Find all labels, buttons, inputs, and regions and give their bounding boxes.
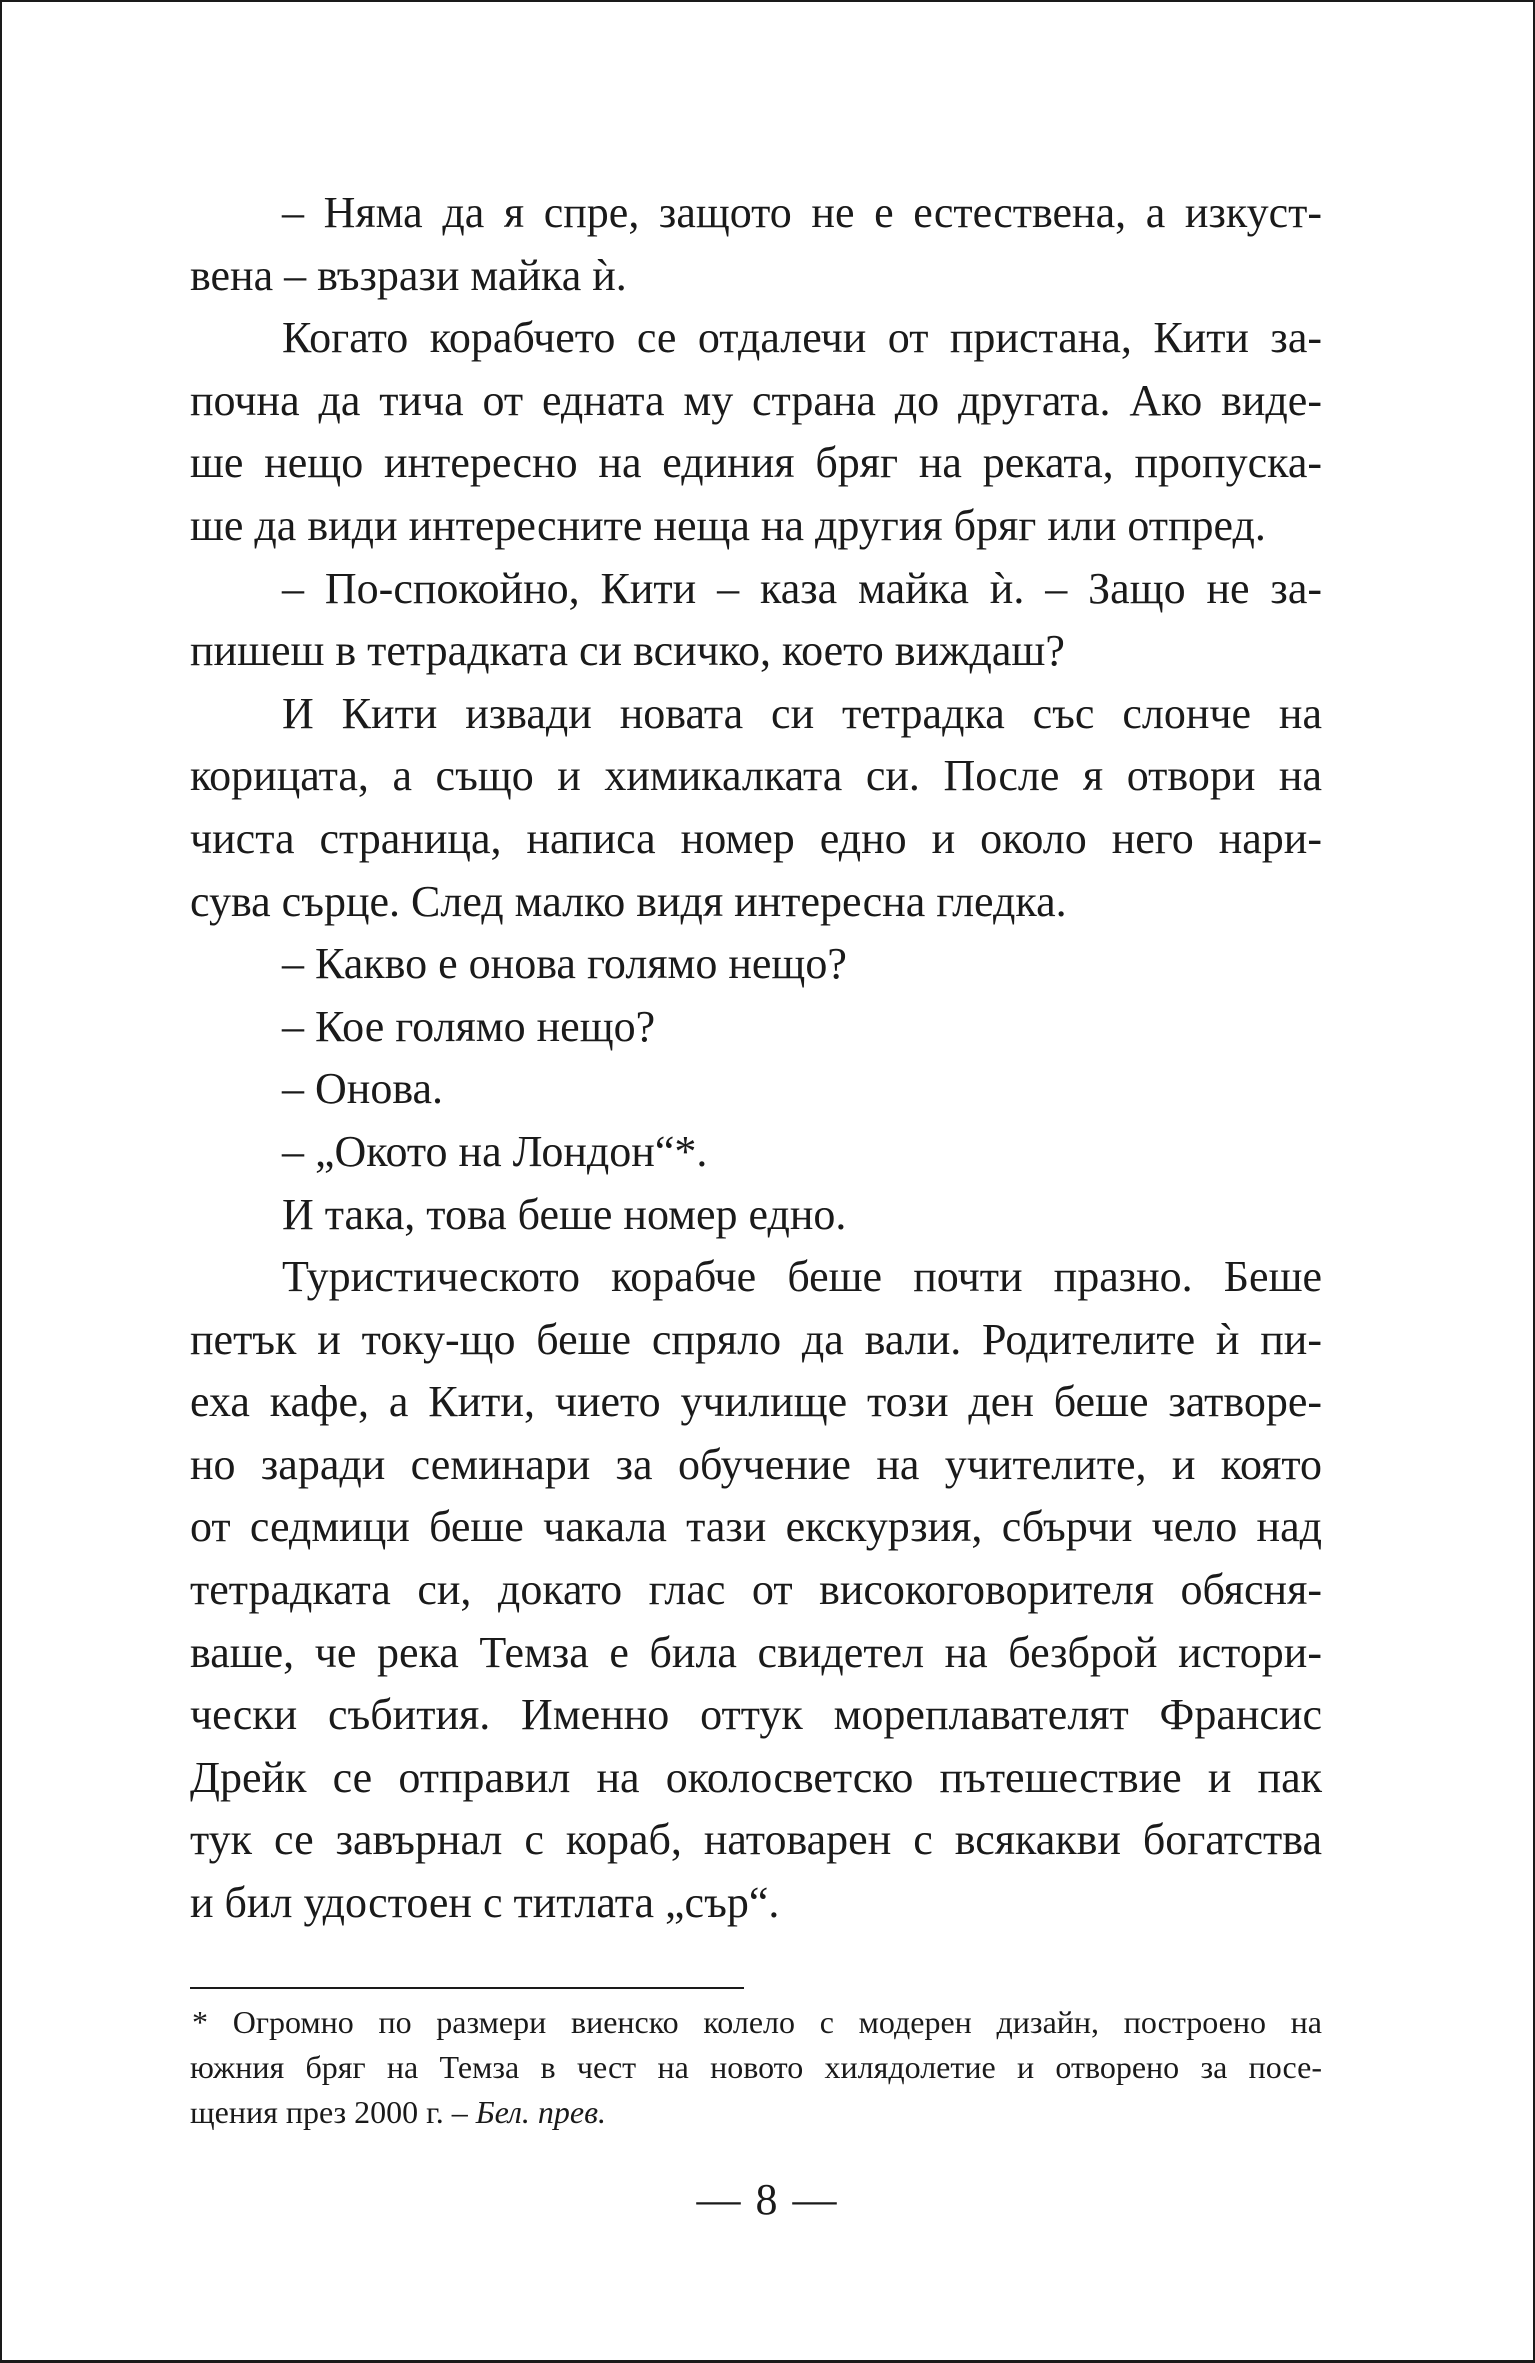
text-line: вена – възрази майка ѝ.	[190, 250, 627, 300]
text-line: и бил удостоен с титлата „сър“.	[190, 1878, 780, 1928]
text-line: – Кое голямо нещо?	[282, 1001, 656, 1051]
text-line: – Какво е онова голямо нещо?	[282, 939, 847, 989]
text-line: пишеш в тетрадката си всичко, което виждаш?	[190, 626, 1065, 676]
text-line: ше нещо интересно на единия бряг на реката, пропуска-	[190, 438, 1322, 488]
text-line: но заради семинари за обучение на учителите, и която	[190, 1439, 1322, 1489]
text-line: сува сърце. След малко видя интересна гледка.	[190, 876, 1067, 926]
text-line: Когато корабчето се отдалечи от пристана, Кити за-	[282, 313, 1322, 363]
text-line: – Онова.	[282, 1064, 444, 1114]
text-line: почна да тича от едната му страна до другата. Ако виде-	[190, 375, 1322, 425]
text-line: ше да види интересните неща на другия бряг или отпред.	[190, 500, 1266, 550]
text-line: – Няма да я спре, защото не е естествена, а изкуст-	[282, 188, 1322, 237]
text-line: – По-спокойно, Кити – каза майка ѝ. – Защо не за-	[282, 563, 1322, 613]
text-line: Туристическото корабче беше почти празно. Беше	[282, 1252, 1322, 1302]
translator-note: Бел. прев.	[475, 2094, 607, 2130]
page-number: — 8 —	[696, 2175, 839, 2224]
text-line: чиста страница, написа номер едно и около него нари-	[190, 813, 1322, 863]
body-text	[190, 182, 1322, 1935]
text-line: Дрейк се отправил на околосветско пътешествие и пак	[190, 1752, 1322, 1802]
text-line: тук се завърнал с кораб, натоварен с всякакви богатства	[190, 1815, 1322, 1865]
text-line: И така, това беше номер едно.	[282, 1189, 847, 1239]
text-line: еха кафе, а Кити, чието училище този ден беше затворе-	[190, 1377, 1322, 1427]
footnote-separator	[190, 1987, 744, 1989]
text-line: ваше, че река Темза е била свидетел на безброй истори-	[190, 1627, 1322, 1677]
text-line: – „Окото на Лондон“*.	[282, 1126, 708, 1176]
footnote-text: щения през 2000 г. –	[190, 2094, 476, 2130]
footnote	[190, 2000, 1322, 2135]
text-line: корицата, а също и химикалката си. После я отвори на	[190, 751, 1322, 801]
footnote-line: * Огромно по размери виенско колело с модерен дизайн, построено на	[192, 2004, 1322, 2040]
text-line: тетрадката си, докато глас от високоговорителя обясня-	[190, 1565, 1322, 1615]
text-line: петък и току-що беше спряло да вали. Родителите ѝ пи-	[190, 1314, 1322, 1364]
text-line: И Кити извади новата си тетрадка със слонче на	[282, 688, 1322, 738]
text-line: от седмици беше чакала тази екскурзия, сбърчи чело над	[190, 1502, 1322, 1552]
text-line: чески събития. Именно оттук мореплавателят Франсис	[190, 1690, 1322, 1740]
footnote-line: южния бряг на Темза в чест на новото хилядолетие и отворено за посе-	[190, 2049, 1322, 2085]
footnote-line	[190, 2090, 1322, 2135]
